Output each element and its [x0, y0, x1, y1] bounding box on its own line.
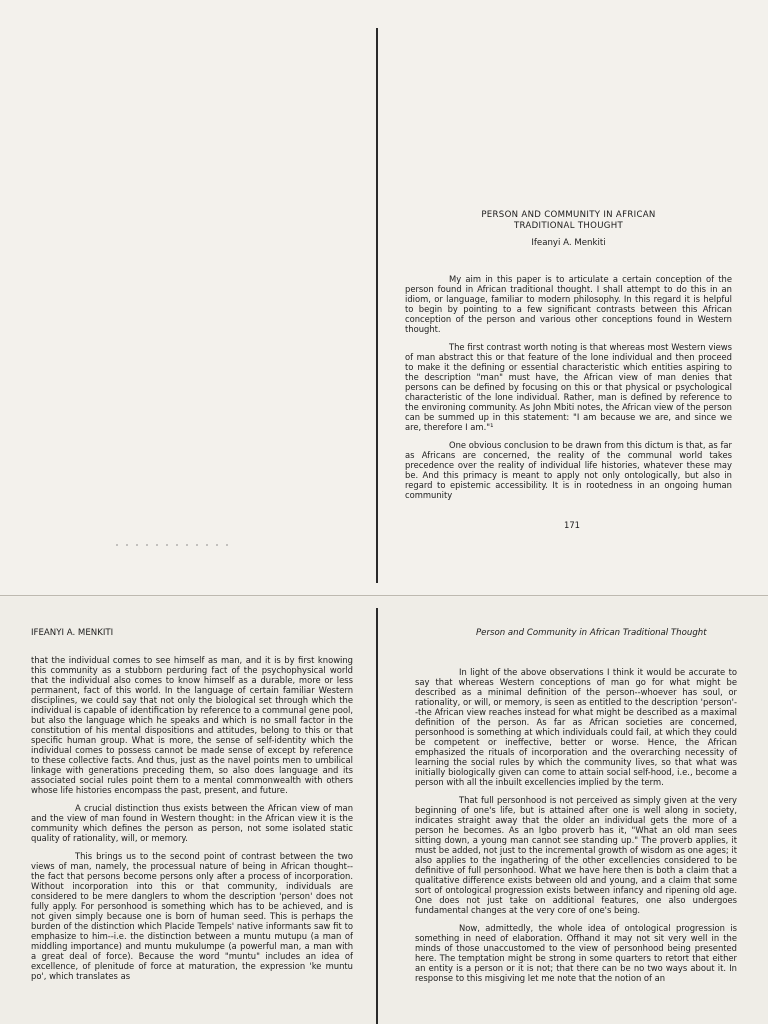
article-title-line1: PERSON AND COMMUNITY IN AFRICAN	[481, 210, 656, 220]
scan-specks	[112, 543, 232, 547]
paragraph: In light of the above observations I think it would be accurate to say that whereas Western conceptions of man go for what might be described as a minimal definition of the person--whoever has soul, or rationality, or will, or memory, is seen as entitled to the description 'person'--the African view reaches instead for what might be described as a maximal definition of the person. As far as African societies are concerned, personhood is something at which individuals could fail, at which they could be competent or ineffective, better or worse. Hence, the African emphasized the rituals of incorporation and the overarching necessity of learning the social rules by which the community lives, so that what was initially biologically given can come to attain social self-hood, i.e., become a person with all the inbuilt excellencies implied by the term.	[415, 667, 737, 787]
bottom-page-spread	[0, 597, 768, 1024]
paragraph: A crucial distinction thus exists between the African view of man and the view of man found in Western thought: in the African view it is the community which defines the person as person, not some isolated static quality of rationality, will, or memory.	[31, 803, 353, 843]
article-title-line2: TRADITIONAL THOUGHT	[513, 221, 624, 231]
paragraph: That full personhood is not perceived as simply given at the very beginning of one's life, but is attained after one is well along in society, indicates straight away that the older an individual gets the more of a person he becomes. As an Igbo proverb has it, "What an old man sees sitting down, a young man cannot see standing up." The proverb applies, it must be added, not just to the incremental growth of wisdom as one ages; it also applies to the ingathering of the other excellencies considered to be definitive of full personhood. What we have here then is both a claim that a qualitative difference exists between old and young, and a claim that some sort of ontological progression exists between infancy and ripening old age. One does not just take on additional features, one also undergoes fundamental changes at the very core of one's being.	[415, 795, 737, 915]
page-171	[405, 210, 732, 508]
spread-divider	[0, 595, 768, 596]
paragraph: The first contrast worth noting is that whereas most Western views of man abstract this or that feature of the lone individual and then proceed to make it the defining or essential characteristic which entities aspiring to the description "man" must have, the African view of man denies that persons can be defined by focusing on this or that physical or psychological characteristic of the lone individual. Rather, man is defined by reference to the environing community. As John Mbiti notes, the African view of the person can be summed up in this statement: "I am because we are, and since we are, therefore I am."¹	[405, 342, 732, 432]
running-head-right: Person and Community in African Traditional Thought	[476, 628, 707, 638]
page-right	[415, 667, 737, 991]
paragraph: One obvious conclusion to be drawn from this dictum is that, as far as Africans are concerned, the reality of the communal world takes precedence over the reality of individual life histories, whatever these may be. And this primacy is meant to apply not only ontologically, but also in regard to epistemic accessibility. It is in rootedness in an ongoing human community	[405, 440, 732, 500]
article-author: Ifeanyi A. Menkiti	[531, 238, 606, 248]
page-left	[31, 655, 353, 989]
binding-fold	[376, 28, 378, 583]
paragraph: My aim in this paper is to articulate a certain conception of the person found in African traditional thought. I shall attempt to do this in an idiom, or language, familiar to modern philosophy. In this regard it is helpful to begin by pointing to a few significant contrasts between this African conception of the person and various other conceptions found in Western thought.	[405, 274, 732, 334]
running-head-left: IFEANYI A. MENKITI	[31, 628, 114, 638]
paragraph: Now, admittedly, the whole idea of ontological progression is something in need of elaboration. Offhand it may not sit very well in the minds of those unaccustomed to the view of personhood being presented here. The temptation might be strong in some quarters to retort that either an entity is a person or it is not; that there can be no two ways about it. In response to this misgiving let me note that the notion of an	[415, 923, 737, 983]
paragraph: This brings us to the second point of contrast between the two views of man, namely, the processual nature of being in African thought--the fact that persons become persons only after a process of incorporation. Without incorporation into this or that community, individuals are considered to be mere danglers to whom the description 'person' does not fully apply. For personhood is something which has to be achieved, and is not given simply because one is born of human seed. This is perhaps the burden of the distinction which Placide Tempels' native informants saw fit to emphasize to him--i.e. the distinction between a muntu mutupu (a man of middling importance) and muntu mukulumpe (a powerful man, a man with a great deal of force). Because the word "muntu" includes an idea of excellence, of plenitude of force at maturation, the expression 'ke muntu po', which translates as	[31, 851, 353, 981]
paragraph: that the individual comes to see himself as man, and it is by first knowing this community as a stubborn perduring fact of the psychophysical world that the individual also comes to know himself as a durable, more or less permanent, fact of this world. In the language of certain familiar Western disciplines, we could say that not only the biological set through which the individual is capable of identification by reference to a communal gene pool, but also the language which he speaks and which is no small factor in the constitution of his mental dispositions and attitudes, belong to this or that specific human group. What is more, the sense of self-identity which the individual comes to possess cannot be made sense of except by reference to these collective facts. And thus, just as the navel points men to umbilical linkage with generations preceding them, so also does language and its associated social rules point them to a mental commonwealth with others whose life histories encompass the past, present, and future.	[31, 655, 353, 795]
page-number: 171	[564, 520, 580, 530]
binding-fold	[376, 608, 378, 1024]
article-title-block	[405, 210, 732, 248]
